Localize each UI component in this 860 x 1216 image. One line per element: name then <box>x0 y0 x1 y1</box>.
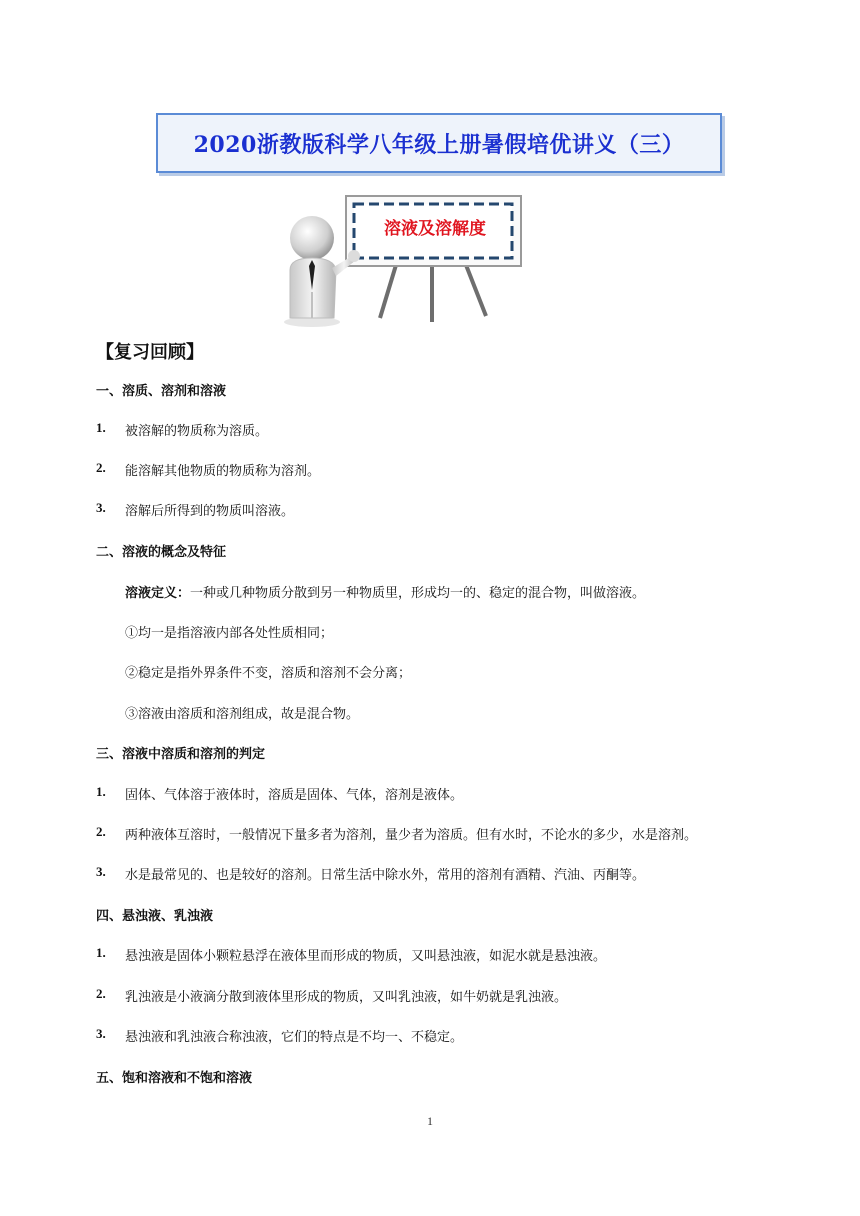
section-4-heading: 四、悬浊液、乳浊液 <box>96 909 214 924</box>
list-item: 两种液体互溶时，一般情况下量多者为溶剂，量少者为溶质。但有水时，不论水的多少，水是溶剂。 <box>125 828 698 843</box>
list-item: 乳浊液是小液滴分散到液体里形成的物质，又叫乳浊液，如牛奶就是乳浊液。 <box>125 990 568 1005</box>
presenter-board-graphic <box>276 190 526 330</box>
list-item: 悬浊液是固体小颗粒悬浮在液体里而形成的物质，又叫悬浊液，如泥水就是悬浊液。 <box>125 949 607 964</box>
property-point: ①均一是指溶液内部各处性质相同； <box>125 626 334 641</box>
item-number: 3. <box>96 1026 106 1041</box>
definition-text: 一种或几种物质分散到另一种物质里，形成均一的、稳定的混合物，叫做溶液。 <box>190 586 646 601</box>
section-2-heading: 二、溶液的概念及特征 <box>96 545 227 560</box>
list-item: 被溶解的物质称为溶质。 <box>125 424 269 439</box>
document-title: 2020浙教版科学八年级上册暑假培优讲义（三） <box>193 131 685 158</box>
page-number: 1 <box>427 1114 433 1128</box>
item-number: 1. <box>96 784 106 799</box>
definition-label: 溶液定义： <box>125 586 191 601</box>
section-5-heading: 五、饱和溶液和不饱和溶液 <box>96 1071 253 1086</box>
list-item: 水是最常见的、也是较好的溶剂。日常生活中除水外，常用的溶剂有酒精、汽油、丙酮等。 <box>125 868 646 883</box>
solution-definition <box>125 582 645 601</box>
list-item: 固体、气体溶于液体时，溶质是固体、气体，溶剂是液体。 <box>125 788 464 803</box>
item-number: 1. <box>96 420 106 435</box>
item-number: 3. <box>96 500 106 515</box>
list-item: 溶解后所得到的物质叫溶液。 <box>125 504 295 519</box>
presenter-illustration <box>276 190 526 330</box>
property-point: ③溶液由溶质和溶剂组成，故是混合物。 <box>125 707 360 722</box>
item-number: 3. <box>96 864 106 879</box>
property-point: ②稳定是指外界条件不变，溶质和溶剂不会分离； <box>125 666 412 681</box>
review-heading: 【复习回顾】 <box>96 342 204 363</box>
title-banner <box>156 113 722 173</box>
list-item: 悬浊液和乳浊液合称浊液，它们的特点是不均一、不稳定。 <box>125 1030 464 1045</box>
item-number: 2. <box>96 824 106 839</box>
item-number: 1. <box>96 945 106 960</box>
item-number: 2. <box>96 986 106 1001</box>
section-1-heading: 一、溶质、溶剂和溶液 <box>96 384 227 399</box>
board-topic-label: 溶液及溶解度 <box>384 219 486 239</box>
item-number: 2. <box>96 460 106 475</box>
section-3-heading: 三、溶液中溶质和溶剂的判定 <box>96 747 266 762</box>
list-item: 能溶解其他物质的物质称为溶剂。 <box>125 464 321 479</box>
